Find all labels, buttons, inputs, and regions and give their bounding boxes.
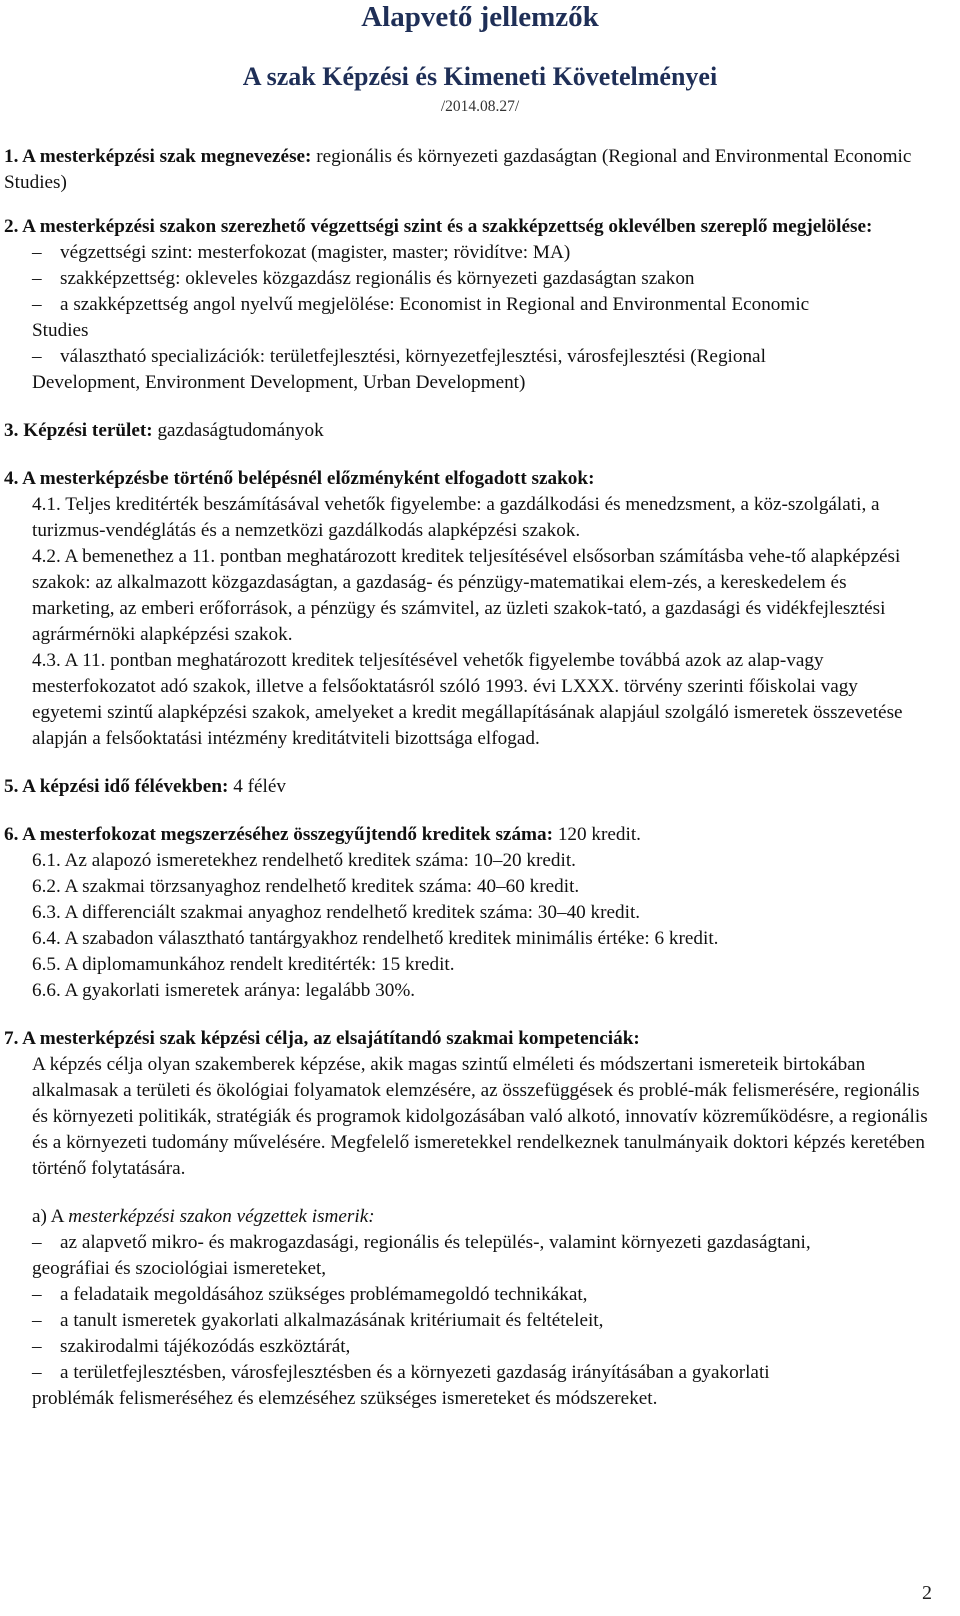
list-item: – a területfejlesztésben, városfejlesztésben és a környezeti gazdaság irányításában a gyakorlati [32, 1362, 770, 1383]
section-5-text: 4 félév [228, 776, 286, 797]
list-item: – választható specializációk: területfejlesztési, környezetfejlesztési, városfejlesztési (Regional [32, 346, 766, 367]
section-4 [4, 466, 929, 752]
list-item-continuation: geográfiai és szociológiai ismereteket, [32, 1258, 327, 1279]
document-date: /2014.08.27/ [440, 98, 520, 115]
list-item: – szakképzettség: okleveles közgazdász regionális és környezeti gazdaságtan szakon [32, 268, 695, 289]
section-4-3: 4.3. A 11. pontban meghatározott kreditek teljesítésével vehetők figyelembe továbbá azok az alap-vagy mesterfokozatot adó szakok, illetve a felsőoktatásról szóló 1993. évi LXXX. törvény szerinti főiskolai vagy egyetemi szintű alapképzési szakok, amelyeket a kredit megállapításának alapjául szolgáló ismeretek összevetése alapján a felsőoktatási intézmény kreditátviteli bizottsága elfogad. [32, 650, 903, 749]
list-item-continuation: Studies [32, 320, 89, 341]
section-4-2: 4.2. A bemenethez a 11. pontban meghatározott kreditek teljesítésével elsősorban számításba vehe-tő alapképzési szakok: az alkalmazott közgazdaságtan, a gazdaság- és pénzügy-matematikai elem-zés, a kereskedelem és marketing, az emberi erőforrások, a pénzügy és számvitel, az üzleti szakok-tató, a gazdasági és vidékfejlesztési agrármérnöki alapképzési szakok. [32, 546, 901, 645]
list-item: 6.5. A diplomamunkához rendelt kreditérték: 15 kredit. [32, 954, 455, 975]
list-item: – a tanult ismeretek gyakorlati alkalmazásának kritériumait és feltételeit, [32, 1310, 604, 1331]
section-1-heading: 1. A mesterképzési szak megnevezése: [4, 146, 312, 167]
list-item-continuation: Development, Environment Development, Urban Development) [32, 372, 526, 393]
list-item: 6.6. A gyakorlati ismeretek aránya: legalább 30%. [32, 980, 416, 1001]
section-7-a-heading: a) A mesterképzési szakon végzettek ismerik: [32, 1206, 375, 1227]
list-item: – végzettségi szint: mesterfokozat (magister, master; rövidítve: MA) [32, 242, 571, 263]
section-1-text: regionális és környezeti gazdaságtan (Regional and Environmental Economic Studies) [4, 146, 912, 193]
list-item: – a szakképzettség angol nyelvű megjelölése: Economist in Regional and Environmental Economic [32, 294, 810, 315]
section-6-heading: 6. A mesterfokozat megszerzéséhez összegyűjtendő kreditek száma: [4, 824, 554, 845]
section-5-heading: 5. A képzési idő félévekben: [4, 776, 229, 797]
section-6-text: 120 kredit. [553, 824, 641, 845]
section-7-paragraph: A képzés célja olyan szakemberek képzése, akik magas szintű elméleti és módszertani ismereteik birtokában alkalmasak a területi és ökológiai folyamatok elemzésére, az összefüggések és problé-mák felismerésére, regionális és környezeti politikák, stratégiák és programok kidolgozásában való alkotó, innovatív közreműködésre, a regionális és a környezeti tudomány művelésére. Megfelelő ismeretekkel rendelkeznek tanulmányaik doktori képzés keretében történő folytatására. [32, 1054, 928, 1179]
section-6 [4, 822, 929, 1004]
list-item: 6.1. Az alapozó ismeretekhez rendelhető kreditek száma: 10–20 kredit. [32, 850, 576, 871]
section-5 [4, 774, 929, 800]
document-body [4, 144, 929, 1430]
list-item: 6.3. A differenciált szakmai anyaghoz rendelhető kreditek száma: 30–40 kredit. [32, 902, 641, 923]
section-7 [4, 1026, 929, 1412]
section-1 [4, 144, 929, 196]
section-2-heading: 2. A mesterképzési szakon szerezhető végzettségi szint és a szakképzettség oklevélben szereplő megjelölése: [4, 216, 873, 237]
list-item: – a feladataik megoldásához szükséges problémamegoldó technikákat, [32, 1284, 588, 1305]
section-2 [4, 214, 929, 396]
page-number: 2 [922, 1582, 932, 1604]
page-title: Alapvető jellemzők [361, 1, 599, 33]
list-item-continuation: problémák felismeréséhez és elemzéséhez szükséges ismereteket és módszereket. [32, 1388, 658, 1409]
section-3-text: gazdaságtudományok [152, 420, 324, 441]
page-subtitle: A szak Képzési és Kimeneti Követelményei [242, 62, 718, 91]
section-4-1: 4.1. Teljes kreditérték beszámításával vehetők figyelembe: a gazdálkodási és menedzsment, a köz-szolgálati, a turizmus-vendéglátás és a nemzetközi gazdálkodás alapképzési szakok. [32, 494, 880, 541]
section-3 [4, 418, 929, 444]
section-4-heading: 4. A mesterképzésbe történő belépésnél előzményként elfogadott szakok: [4, 468, 595, 489]
list-item: – szakirodalmi tájékozódás eszköztárát, [32, 1336, 351, 1357]
list-item: 6.2. A szakmai törzsanyaghoz rendelhető kreditek száma: 40–60 kredit. [32, 876, 580, 897]
section-3-heading: 3. Képzési terület: [4, 420, 153, 441]
section-7-heading: 7. A mesterképzési szak képzési célja, az elsajátítandó szakmai kompetenciák: [4, 1028, 640, 1049]
list-item: 6.4. A szabadon választható tantárgyakhoz rendelhető kreditek minimális értéke: 6 kredit. [32, 928, 719, 949]
list-item: – az alapvető mikro- és makrogazdasági, regionális és település-, valamint környezeti gazdaságtani, [32, 1232, 811, 1253]
